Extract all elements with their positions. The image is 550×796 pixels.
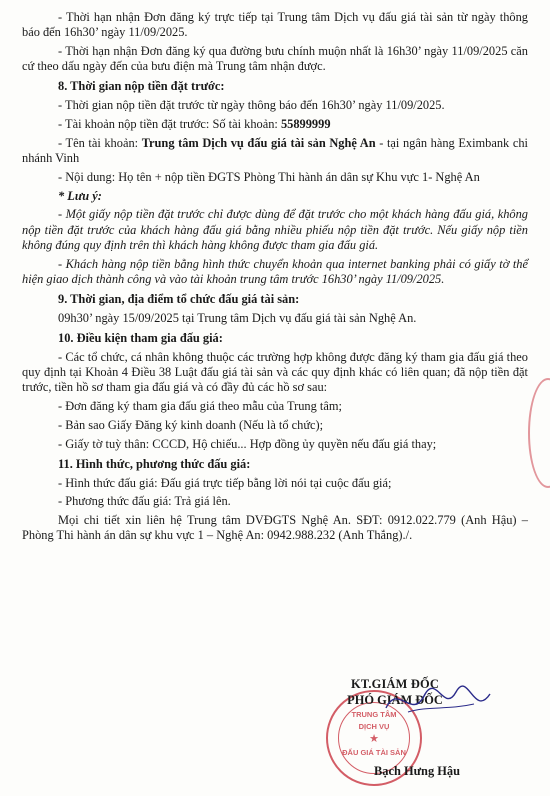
section-8-title: 8. Thời gian nộp tiền đặt trước: [58,79,225,94]
auction-time-place: 09h30’ ngày 15/09/2025 tại Trung tâm Dịch vụ đấu giá tài sản Nghệ An. [58,310,417,325]
deposit-content: - Nội dung: Họ tên + nộp tiền ĐGTS Phòng Thi hành án dân sự Khu vực 1- Nghệ An [58,169,480,184]
seal-star-icon: ★ [369,733,379,745]
account-prefix: - Tài khoản nộp tiền đặt trước: Số tài khoản: [58,117,281,131]
note-1: - Một giấy nộp tiền đặt trước chỉ được dùng để đặt trước cho một khách hàng đấu giá, không nộp tiền đặt trước của khách hàng đấu giá bằng nhiều phiếu nộp tiền đặt trước. Nếu giấy nộp tiền không đúng quy định trên thì khách hàng không được tham gia đấu giá. [22,207,528,252]
account-name [22,136,528,166]
form-item-1: - Hình thức đấu giá: Đấu giá trực tiếp bằng lời nói tại cuộc đấu giá; [58,475,392,490]
deposit-account [22,117,528,132]
note-2: - Khách hàng nộp tiền bằng hình thức chuyển khoản qua internet banking phải có giấy tờ thể hiện giao dịch thành công và vào tài khoản trung tâm trước 16h30’ ngày 11/09/2025. [22,256,528,286]
signature-title-2: PHÓ GIÁM ĐỐC [347,693,443,707]
form-item-2: - Phương thức đấu giá: Trả giá lên. [58,494,231,509]
handwritten-signature [378,678,498,728]
condition-item-3: - Giấy tờ tuỳ thân: CCCD, Hộ chiếu... Hợp đồng ủy quyền nếu đấu giá thay; [58,436,437,451]
account-number: 55899999 [280,117,331,131]
signer-name: Bạch Hưng Hậu [374,764,460,778]
account-name-bold: Trung tâm Dịch vụ đấu giá tài sản Nghệ An [141,135,376,150]
section-11-title: 11. Hình thức, phương thức đấu giá: [58,456,251,471]
signature-title-1: KT.GIÁM ĐỐC [350,677,439,691]
seal-line-3: ĐẤU GIÁ TÀI SẢN [342,748,406,757]
condition-item-1: - Đơn đăng ký tham gia đấu giá theo mẫu của Trung tâm; [58,399,342,413]
paragraph-direct-deadline: - Thời hạn nhận Đơn đăng ký trực tiếp tại Trung tâm Dịch vụ đấu giá tài sản từ ngày thông báo đến 16h30’ ngày 11/09/2025. [22,10,528,40]
deposit-time: - Thời gian nộp tiền đặt trước từ ngày thông báo đến 16h30’ ngày 11/09/2025. [58,98,445,113]
seal-line-1: TRUNG TÂM [351,710,397,719]
note-label: * Lưu ý: [58,188,102,203]
section-10-title: 10. Điều kiện tham gia đấu giá: [58,331,223,345]
seal-line-2: DỊCH VỤ [358,722,390,731]
paragraph-postal-deadline: - Thời hạn nhận Đơn đăng ký qua đường bưu chính muộn nhất là 16h30’ ngày 11/09/2025 căn cứ theo dấu ngày đến của bưu điện mà Trung tâm nhận được. [22,44,528,74]
contact-info: Mọi chi tiết xin liên hệ Trung tâm DVĐGTS Nghệ An. SĐT: 0912.022.779 (Anh Hậu) – Phòng Thi hành án dân sự khu vực 1 – Nghệ An: 0942.988.232 (Anh Thắng)./. [22,513,528,543]
conditions-body: - Các tổ chức, cá nhân không thuộc các trường hợp không được đăng ký tham gia đấu giá theo quy định tại Khoản 4 Điều 38 Luật đấu giá tài sản và các quy định khác có liên quan; đã nộp tiền đặt trước, tiền hồ sơ tham gia đấu giá và có đầy đủ các hồ sơ sau: [22,349,528,395]
account-name-suffix: - tại ngân hàng Eximbank chi nhánh Vinh [22,135,528,165]
condition-item-2: - Bản sao Giấy Đăng ký kinh doanh (Nếu là tổ chức); [58,417,324,432]
section-9-title: 9. Thời gian, địa điểm tổ chức đấu giá tài sản: [58,292,300,306]
account-name-prefix: - Tên tài khoản: [58,135,142,150]
